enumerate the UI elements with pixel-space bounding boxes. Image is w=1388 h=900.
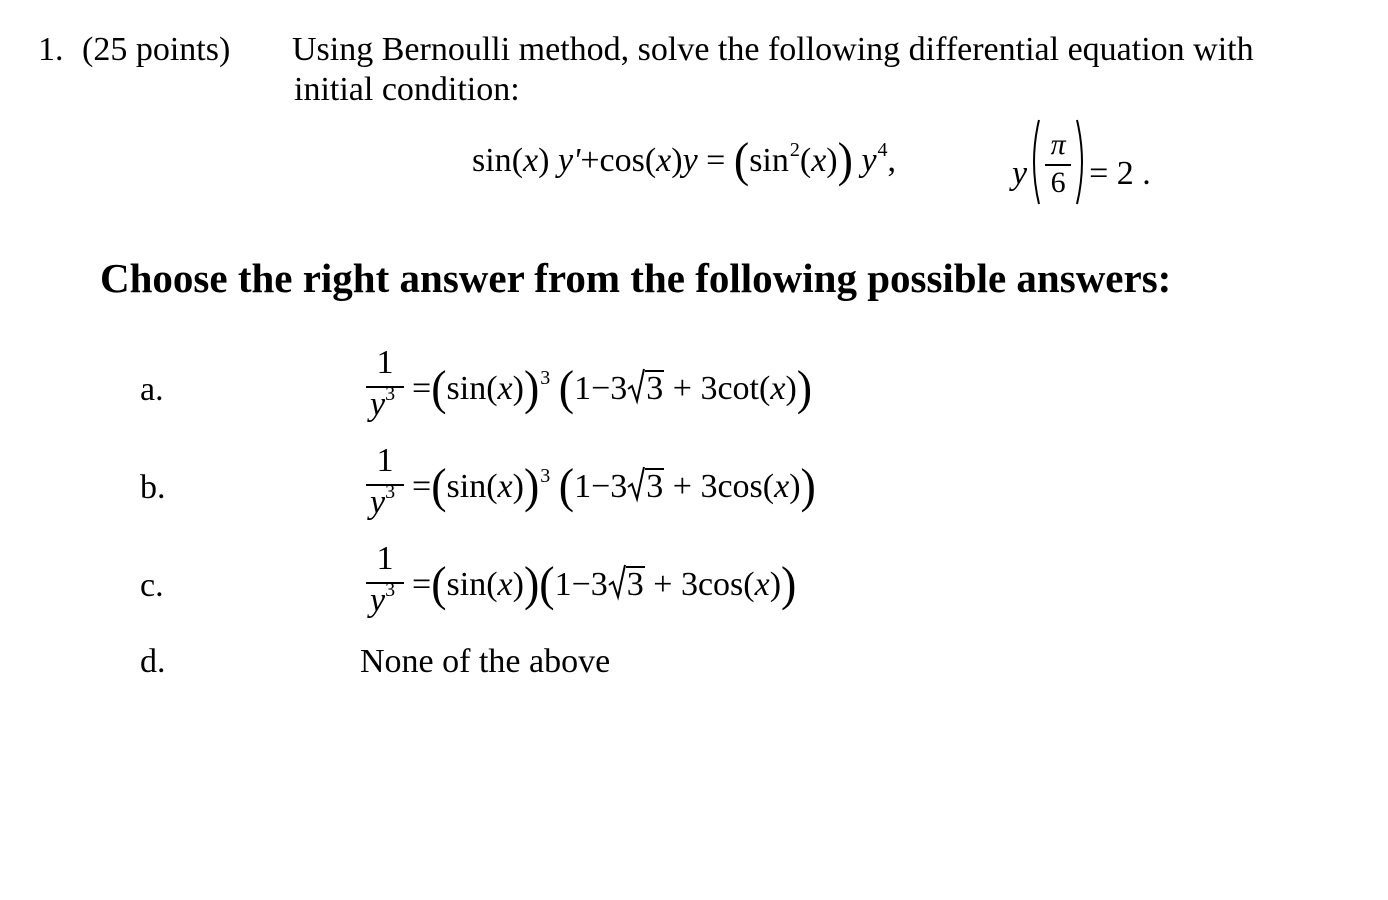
answer-a-expression: $=(\sin(x))^3$ (1−3 3 + 3cot(x)) (412, 360, 813, 415)
answer-a-fraction: 1 $y^3$ (362, 345, 408, 445)
answer-d-label[interactable]: d. (140, 643, 166, 680)
question-prompt-line2: initial condition: (294, 71, 520, 108)
answer-b-fraction: 1 $y^3$ (362, 443, 408, 543)
question-prompt-line1: Using Bernoulli method, solve the following differential equation with (292, 31, 1254, 68)
left-paren-icon (1027, 118, 1041, 206)
differential-equation: sin(x) $y'+\cos(x)y = (\sin^2(x))$ $y^4$, (472, 132, 897, 187)
sqrt-three: 3 (627, 369, 664, 409)
answer-c-expression: =(sin(x))(1−3 3 + 3cos(x)) (412, 556, 797, 611)
answer-d-text[interactable]: None of the above (360, 643, 611, 680)
answer-b-label[interactable]: b. (140, 469, 166, 506)
answer-c-label[interactable]: c. (140, 567, 164, 604)
answer-c-fraction: 1 $y^3$ (362, 541, 408, 641)
question-number: 1. (38, 31, 64, 68)
answers-heading: Choose the right answer from the following possible answers: (100, 255, 1172, 301)
pi-over-six: $\frac{\pi}{6}$ (1041, 132, 1075, 202)
sqrt-three: 3 (608, 565, 645, 605)
sqrt-three: 3 (627, 467, 664, 507)
question-points: (25 points) (82, 31, 231, 68)
initial-condition: y $\frac{\pi}{6}$ = 2 . (1012, 118, 1151, 208)
answer-b-expression: $=(\sin(x))^3$ (1−3 3 + 3cos(x)) (412, 458, 816, 513)
answer-a-label[interactable]: a. (140, 371, 164, 408)
right-paren-icon (1075, 118, 1089, 206)
